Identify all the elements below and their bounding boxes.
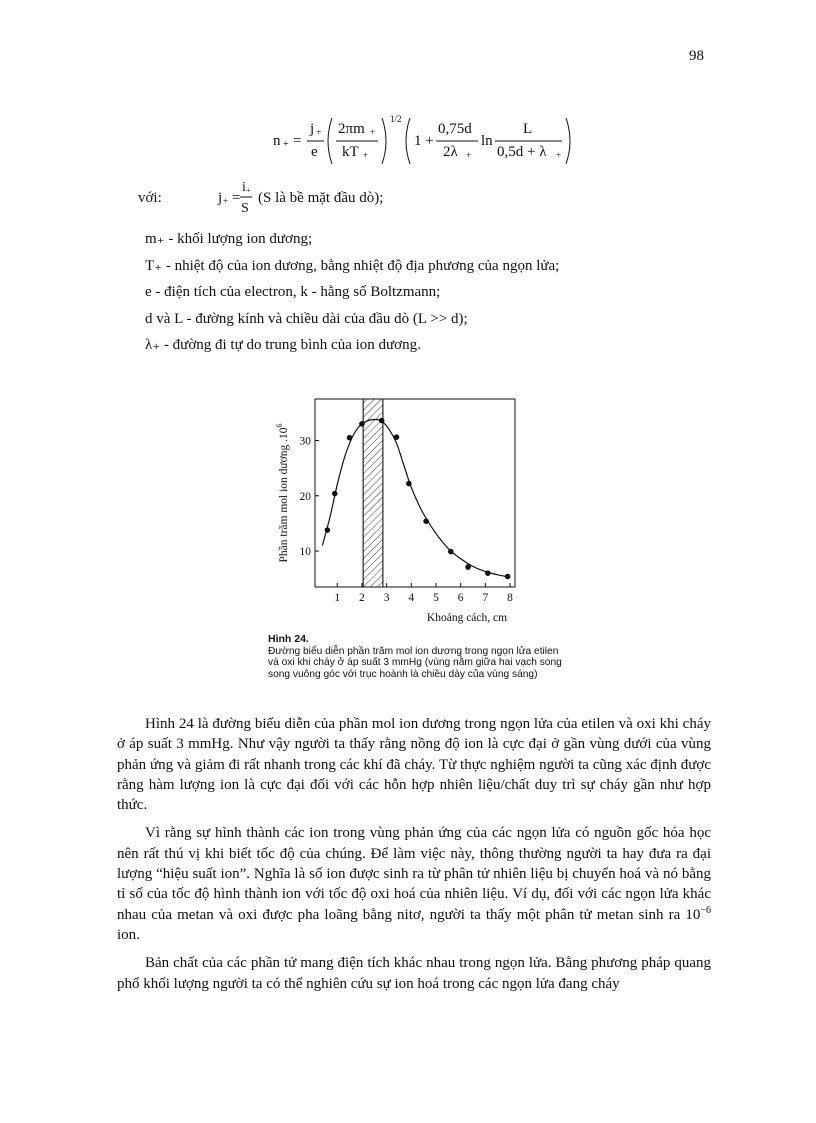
with-note: (S là bề mặt đầu dò); [258,190,384,206]
chart-svg [268,392,538,632]
formula-eq: = [293,133,302,149]
x-tick-label: 8 [507,592,513,604]
data-point [347,435,353,441]
formula-lparen-1 [328,118,332,164]
formula-2pim: 2πm [338,121,365,137]
x-tick-label: 1 [334,592,341,604]
formula-j-sub: + [316,127,322,137]
shaded-band [363,399,383,587]
x-tick-label: 6 [457,592,464,604]
ion-density-formula [0,112,816,172]
formula-one-plus: 1 + [414,133,434,149]
data-point [423,518,429,524]
x-tick-label: 3 [383,592,390,604]
caption-title: Hình 24. [268,633,309,645]
data-point [406,481,412,487]
formula-ln: ln [481,133,493,149]
formula-kT: kT [342,144,359,160]
paragraph: Bản chất của các phần tử mang điện tích khác nhau trong ngọn lửa. Bằng phương pháp quang phổ khối lượng người ta có thể nghiên cứu sự ion hoá trong các ngọn lửa đang cháy [117,955,711,992]
data-point [448,549,454,555]
formula-L: L [523,121,533,137]
formula-e: e [311,144,318,160]
paragraph-text-after: ion. [117,926,140,943]
formula-lambda-sub: + [466,150,472,160]
with-label: với: [138,190,162,206]
y-axis-label [275,424,290,563]
definition-list [145,226,745,359]
data-point [332,491,338,497]
page-number: 98 [689,48,704,64]
x-tick-label: 5 [433,592,439,604]
with-j: j [218,190,223,206]
data-point [505,574,511,580]
x-tick-label: 2 [359,592,365,604]
formula-n: n [273,133,281,149]
formula-lparen-2 [406,118,410,164]
with-eq: = [232,190,241,206]
data-point [325,527,331,533]
paragraph: Hình 24 là đường biểu diễn của phần mol ion dương trong ngọn lửa của etilen và oxi khi cháy ở áp suất 3 mmHg. Như vậy người ta thấy rằng nồng độ ion là cực đại ở gần vùng dưới của vùng phản ứng và giảm đi rất nhanh trong các khí đã cháy. Từ thực nghiệm người ta cũng xác định được rằng hàm lượng ion là cực đại đối với các hỗn hợp nhiên liệu/chất duy trì sự cháy gần như hợp thức. [117,716,711,814]
x-tick-label: 4 [408,592,415,604]
definition-item: λ₊ - đường đi tự do trung bình của ion dương. [145,337,421,353]
x-tick-label: 7 [482,592,489,604]
fitted-curve [322,420,510,578]
body-text [117,714,711,1002]
plot-frame [315,399,515,587]
figure-24-chart [268,392,538,632]
x-axis-label: Khoảng cách, cm [426,612,508,624]
paragraph-superscript: −6 [700,904,711,916]
with-S: S [241,201,249,216]
formula-T-sub: + [363,150,369,160]
formula-075d: 0,75d [438,121,472,137]
definition-item: m₊ - khối lượng ion dương; [145,231,313,247]
with-j-sub: + [223,196,229,206]
y-tick-label: 10 [299,546,311,559]
y-tick-label: 20 [299,490,311,503]
formula-rparen-1 [382,118,386,164]
definition-item: e - điện tích của electron, k - hằng số Boltzmann; [145,284,441,300]
formula-n-sub: + [283,139,289,150]
data-point [485,570,491,576]
figure-caption [268,634,568,680]
y-axis-label-text: Phần trăm mol ion dương $.10^6$ [275,423,290,563]
data-point [465,564,471,570]
with-i: i [242,180,246,195]
definition-item: d và L - đường kính và chiều dài của đầu dò (L >> d); [145,310,468,327]
formula-j: j [310,121,315,137]
with-line [138,180,738,216]
paragraph-text-before: Vì rằng sự hình thành các ion trong vùng phản ứng của các ngọn lửa có nguồn gốc hóa học nên rất thú vị khi biết tốc độ của chúng. Để làm việc này, thông thường người ta hay đưa ra đại lượng “hiệu suất ion”. Nghĩa là số ion được sinh ra từ phân tử nhiên liệu bị chuyển hoá và nó bằng tỉ số của tốc độ hình thành ion với tốc độ oxi hoá của nhiên liệu. Ví dụ, đối với các ngọn lửa khác nhau của metan và oxi được pha loãng bằng nitơ, người ta thấy một phân tử metan sinh ra 10 [117,825,711,923]
data-point [359,421,365,427]
data-point [379,418,385,424]
with-i-sub: + [246,186,251,195]
formula-lambda2-sub: + [556,150,562,160]
y-tick-label: 30 [299,435,311,448]
definition-item: T₊ - nhiệt độ của ion dương, bằng nhiệt độ địa phương của ngọn lửa; [145,257,560,274]
paragraph [117,823,711,945]
formula-rparen-2 [566,118,570,164]
caption-text: Đường biểu diễn phần trăm mol ion dương trong ngọn lửa etilen và oxi khi cháy ở áp suất 3 mmHg (vùng nằm giữa hai vạch song song vuông góc với trục hoành là chiều dày của vùng sáng) [268,645,562,680]
formula-05d-lambda: 0,5d + λ [497,144,547,160]
formula-m-sub: + [370,127,376,137]
formula-exponent: 1/2 [390,114,402,124]
data-point [394,434,400,440]
formula-2lambda: 2λ [443,144,458,160]
